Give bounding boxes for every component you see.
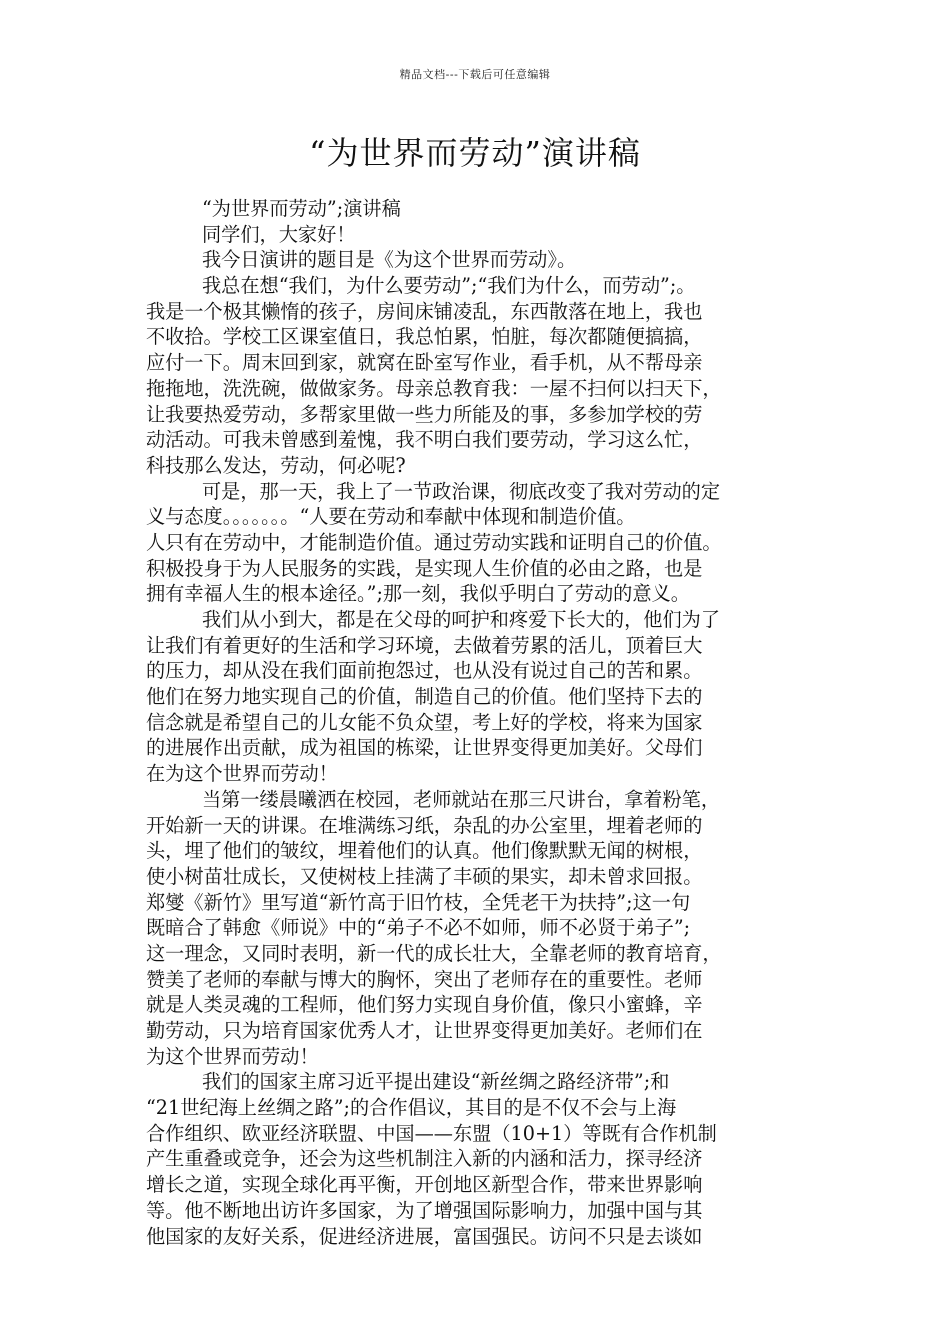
text-line: 合作组织、欧亚经济联盟、中国——东盟（10+1）等既有合作机制 (146, 1121, 717, 1145)
text-line: 既暗合了韩愈《师说》中的“弟子不必不如师，师不必贤于弟子”; (146, 916, 691, 940)
text-line: “为世界而劳动”;演讲稿 (202, 197, 401, 220)
text-line: 同学们，大家好！ (202, 222, 356, 246)
text-line: 开始新一天的讲课。在堆满练习纸，杂乱的办公室里，埋着老师的 (146, 813, 703, 837)
text-line: 信念就是希望自己的儿女能不负众望，考上好的学校，将来为国家 (146, 710, 703, 734)
text-line: 我们从小到大，都是在父母的呵护和疼爱下长大的，他们为了 (202, 608, 721, 631)
text-line: 在为这个世界而劳动！ (146, 762, 338, 786)
text-line: 这一理念，又同时表明，新一代的成长壮大，全靠老师的教育培育， (146, 941, 722, 965)
text-line: 他国家的友好关系，促进经济进展，富国强民。访问不只是去谈如 (146, 1224, 703, 1248)
text-line: 郑燮《新竹》里写道“新竹高于旧竹枝，全凭老干为扶持”;这一句 (146, 890, 691, 914)
text-line: 的压力，却从没在我们面前抱怨过，也从没有说过自己的苦和累。 (146, 659, 703, 683)
text-line: 为这个世界而劳动！ (146, 1044, 319, 1068)
text-line: 我是一个极其懒惰的孩子，房间床铺凌乱，东西散落在地上，我也 (146, 299, 703, 323)
text-line: 当第一缕晨曦洒在校园，老师就站在那三尺讲台，拿着粉笔， (202, 787, 721, 811)
text-line: 人只有在劳动中，才能制造价值。通过劳动实践和证明自己的价值。 (146, 530, 722, 554)
text-line: 积极投身于为人民服务的实践，是实现人生价值的必由之路，也是 (146, 556, 703, 580)
page-header: 精品文档---下载后可任意编辑 (399, 68, 551, 81)
text-line: 增长之道，实现全球化再平衡，开创地区新型合作，带来世界影响 (146, 1173, 703, 1197)
text-line: 赞美了老师的奉献与博大的胸怀，突出了老师存在的重要性。老师 (146, 967, 703, 991)
text-line: 应付一下。周末回到家，就窝在卧室写作业，看手机，从不帮母亲 (146, 351, 703, 375)
text-line: 义与态度。。。。。。。“人要在劳动和奉献中体现和制造价值。 (146, 505, 636, 529)
text-line: 拖拖地，洗洗碗，做做家务。母亲总教育我：一屋不扫何以扫天下， (146, 376, 722, 400)
text-line: 我今日演讲的题目是《为这个世界而劳动》。 (202, 248, 577, 272)
document-title: “为世界而劳动”演讲稿 (309, 134, 641, 172)
text-line: 头，埋了他们的皱纹，埋着他们的认真。他们像默默无闻的树根， (146, 839, 703, 863)
text-line: 可是，那一天，我上了一节政治课，彻底改变了我对劳动的定 (202, 479, 721, 503)
text-line: 我们的国家主席习近平提出建设“新丝绸之路经济带”;和 (202, 1070, 670, 1094)
text-line: 就是人类灵魂的工程师，他们努力实现自身价值，像只小蜜蜂，辛 (146, 993, 703, 1017)
text-line: 勤劳动，只为培育国家优秀人才，让世界变得更加美好。老师们在 (146, 1019, 703, 1042)
text-line: 我总在想“我们，为什么要劳动”;“我们为什么，而劳动”;。 (202, 274, 696, 298)
text-line: 等。他不断地出访许多国家，为了增强国际影响力，加强中国与其 (146, 1198, 703, 1222)
document-body (146, 196, 818, 1249)
text-line: 拥有幸福人生的根本途径。”;那一刻，我似乎明白了劳动的意义。 (146, 582, 690, 606)
text-line: 科技那么发达，劳动，何必呢? (146, 453, 406, 477)
text-line: 产生重叠或竞争，还会为这些机制注入新的内涵和活力，探寻经济 (146, 1147, 703, 1171)
text-line: 让我们有着更好的生活和学习环境，去做着劳累的活儿，顶着巨大 (146, 633, 703, 657)
text-line: 不收拾。学校工区课室值日，我总怕累，怕脏，每次都随便搞搞， (146, 325, 703, 349)
text-line: 他们在努力地实现自己的价值，制造自己的价值。他们坚持下去的 (146, 685, 703, 709)
text-line: 使小树苗壮成长，又使树枝上挂满了丰硕的果实，却未曾求回报。 (146, 864, 703, 888)
text-line: 的进展作出贡献，成为祖国的栋梁，让世界变得更加美好。父母们 (146, 736, 703, 760)
text-line: 让我要热爱劳动，多帮家里做一些力所能及的事，多参加学校的劳 (146, 402, 703, 426)
text-line: 动活动。可我未曾感到羞愧，我不明白我们要劳动，学习这么忙， (146, 428, 703, 452)
text-line: “21世纪海上丝绸之路”;的合作倡议，其目的是不仅不会与上海 (146, 1096, 677, 1120)
